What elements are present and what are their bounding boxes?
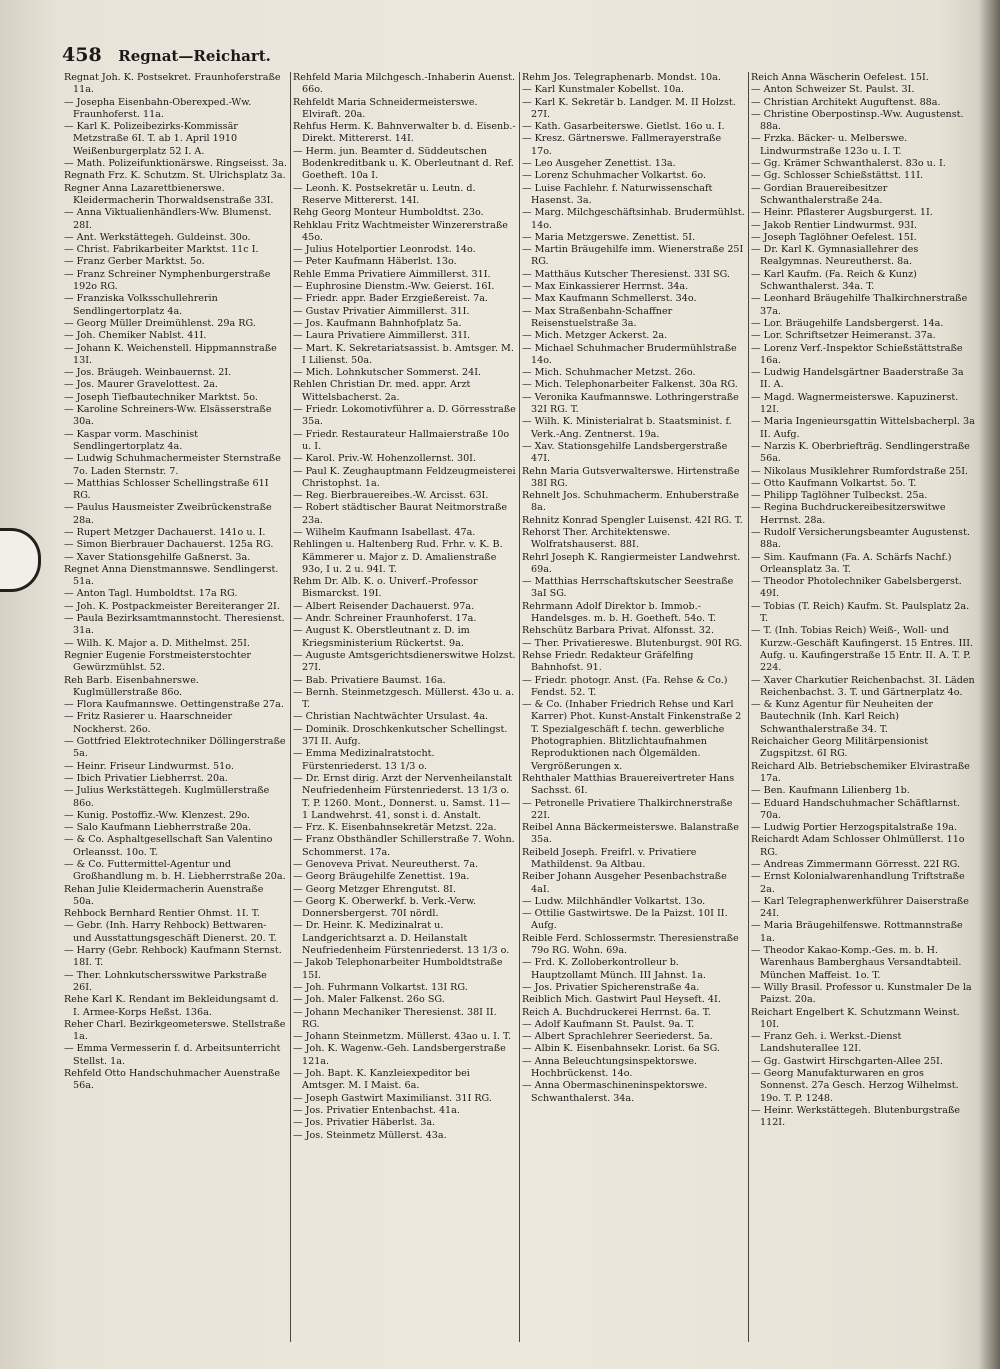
directory-entry: — Christ. Fabrikarbeiter Marktst. 11c I. [64, 244, 259, 256]
directory-entry: — Friedr. appr. Bader Erzgießereist. 7a. [293, 293, 488, 305]
directory-entry: — Karl Telegraphenwerkführer Daiserstraße 24I. [751, 895, 969, 920]
directory-entry: — Max Einkassierer Herrnst. 34a. [522, 281, 689, 293]
directory-entry: — Jakob Rentier Lindwurmst. 93I. [751, 219, 918, 231]
directory-entry: Rehm Dr. Alb. K. o. Univerf.-Professor Bismarckst. 19I. [293, 576, 478, 600]
directory-entry: — Kath. Gasarbeiterswe. Gietlst. 16o u. I. [522, 121, 725, 133]
directory-entry: — Kresz. Gärtnerswe. Fallmerayerstraße 17o. [522, 133, 722, 157]
directory-entry: — Luise Fachlehr. f. Naturwissenschaft Hasenst. 3a. [522, 182, 713, 206]
directory-entry: — Martin Bräugehilfe imm. Wienerstraße 25I RG. [522, 244, 744, 268]
directory-entry: — Dominik. Droschkenkutscher Schellingst. 37I II. Aufg. [293, 723, 508, 748]
directory-entry: — Bab. Privatiere Baumst. 16a. [293, 674, 446, 686]
directory-entry: Regnath Frz. K. Schutzm. St. Ulrichsplatz 3a. [64, 170, 286, 182]
directory-entry: Reich A. Buchdruckerei Herrnst. 6a. T. [522, 1006, 711, 1018]
directory-entry: — Maria Metzgerswe. Zenettist. 5I. [522, 231, 696, 243]
page-number: 458 [62, 44, 102, 66]
directory-entry: — Ther. Lohnkutschersswitwe Parkstraße 26I. [64, 969, 267, 993]
directory-entry: — Johann K. Weichenstell. Hippmannstraße 13I. [64, 342, 277, 366]
directory-entry: — Christine Oberpostinsp.-Ww. Augustenst. 88a. [751, 108, 964, 133]
directory-entry: — Xaver Charkutier Reichenbachst. 3I. Läden Reichenbachst. 3. T. und Gärtnerplatz 4o. [751, 674, 975, 698]
thumb-index-tab [0, 528, 41, 592]
directory-entry: Rehrl Joseph K. Rangiermeister Landwehrst. 69a. [522, 551, 741, 575]
directory-entry: Rehbock Bernhard Rentier Ohmst. 1I. T. [64, 908, 260, 920]
directory-entry: — Georg Bräugehilfe Zenettist. 19a. [293, 871, 470, 883]
directory-entry: Regnet Anna Dienstmannswe. Sendlingerst. 51a. [64, 563, 279, 588]
directory-entry: — Adolf Kaufmann St. Paulst. 9a. T. [522, 1018, 695, 1030]
directory-entry: — Robert städtischer Baurat Neitmorstraße 23a. [293, 502, 508, 526]
directory-entry: Reiber Johann Ausgeher Pesenbachstraße 4aI. [522, 871, 727, 895]
directory-entry: — Johann Mechaniker Theresienst. 38I II. RG. [293, 1006, 497, 1030]
directory-entry: — Simon Bierbrauer Dachauerst. 125a RG. [64, 539, 274, 551]
directory-entry: — Ludwig Portier Herzogspitalstraße 19a. [751, 822, 958, 834]
directory-entry: — Emma Vermesserin f. d. Arbeitsunterricht Stellst. 1a. [64, 1043, 281, 1067]
directory-entry: — Rupert Metzger Dachauerst. 141o u. I. [64, 526, 266, 538]
directory-entry: — & Co. (Inhaber Friedrich Rehse und Karl Karrer) Phot. Kunst-Anstalt Finkenstraße 2 T. Spezialgeschäft f. techn. gewerbliche Photographien. Blitzlichtaufnahmen Reproduktionen nach Ölgemälden. Vergrößerungen x. [522, 699, 742, 772]
column-4 [749, 72, 978, 1342]
directory-entry: — Narzis K. Oberbriefträg. Sendlingerstraße 56a. [751, 440, 970, 465]
directory-entry: — Karl Kunstmaler Kobellst. 10a. [522, 84, 685, 96]
directory-entry: — T. (Inh. Tobias Reich) Weiß-, Woll- und Kurzw.-Geschäft Kaufingerst. 15 Entres. III. Aufg. u. Kaufingerstraße 15 Entr. II. A. T. P. 224. [751, 625, 974, 674]
directory-entry: Rehnelt Jos. Schuhmacherm. Enhuberstraße 8a. [522, 490, 739, 514]
directory-entry: — Nikolaus Musiklehrer Rumfordstraße 25I. [751, 465, 969, 477]
directory-entry: — Albin K. Eisenbahnsekr. Lorist. 6a SG. [522, 1043, 720, 1055]
directory-entry: Rehfus Herm. K. Bahnverwalter b. d. Eisenb.-Direkt. Mittererst. 14I. [293, 121, 516, 145]
directory-entry: Rehm Jos. Telegraphenarb. Mondst. 10a. [522, 72, 721, 83]
directory-entry: Reible Ferd. Schlossermstr. Theresienstraße 79o RG. Wohn. 69a. [522, 932, 739, 957]
directory-entry: — Maria Ingenieursgattin Wittelsbacherpl. 3a II. Aufg. [751, 416, 975, 440]
directory-entry: — Franz Schreiner Nymphenburgerstraße 192o RG. [64, 268, 271, 293]
directory-entry: — Mart. K. Sekretariatsassist. b. Amtsger. M. I Lilienst. 50a. [293, 342, 514, 366]
directory-entry: Rehe Karl K. Rendant im Bekleidungsamt d. I. Armee-Korps Heßst. 136a. [64, 994, 279, 1018]
directory-entry: — Ottilie Gastwirtswe. De la Paizst. 10I II. Aufg. [522, 908, 728, 932]
column-1 [62, 72, 291, 1342]
directory-entry: — Joh. K. Wagenw.-Geh. Landsbergerstraße 121a. [293, 1043, 506, 1067]
directory-entry: Rehg Georg Monteur Humboldtst. 23o. [293, 207, 484, 219]
directory-entry: — Xav. Stationsgehilfe Landsbergerstraße 47I. [522, 440, 728, 465]
directory-entry: — Max Kaufmann Schmellerst. 34o. [522, 293, 697, 305]
directory-entry: — Jos. Privatier Entenbachst. 41a. [293, 1104, 460, 1116]
directory-entry: — Matthias Schlosser Schellingstraße 61I RG. [64, 477, 269, 502]
directory-entry: — Karl Kaufm. (Fa. Reich & Kunz) Schwanthalerst. 34a. T. [751, 268, 917, 293]
directory-entry: Regner Anna Lazarettbienerswe. Kleidermacherin Thorwaldsenstraße 33I. [64, 182, 274, 206]
directory-entry: — Josepha Eisenbahn-Oberexped.-Ww. Fraunhoferst. 11a. [64, 96, 252, 120]
directory-entry: — & Co. Asphaltgesellschaft San Valentino Orleansst. 10o. T. [64, 834, 273, 858]
directory-entry: — Ludwig Schuhmachermeister Sternstraße 7o. Laden Sternstr. 7. [64, 453, 281, 477]
column-3 [520, 72, 749, 1342]
directory-entry: — Joseph Tiefbautechniker Marktst. 5o. [64, 391, 258, 403]
directory-entry: — Maria Bräugehilfenswe. Rottmannstraße 1a. [751, 920, 963, 944]
directory-entry: — Bernh. Steinmetzgesch. Müllerst. 43o u. a. T. [293, 686, 515, 711]
directory-entry: — Anna Viktualienhändlers-Ww. Blumenst. 28I. [64, 207, 272, 231]
directory-entry: — Georg Metzger Ehrengutst. 8I. [293, 883, 457, 895]
directory-entry: — Leonh. K. Postsekretär u. Leutn. d. Reserve Mittererst. 14I. [293, 182, 476, 206]
directory-entry: — Karl K. Polizeibezirks-Kommissär Metzstraße 6I. T. ab 1. April 1910 Weißenburgerplatz 52 I. A. [64, 121, 238, 157]
directory-entry: — Julius Werkstättegeh. Kuglmüllerstraße 86o. [64, 785, 270, 809]
directory-entry: Regnat Joh. K. Postsekret. Fraunhoferstraße 11a. [64, 72, 281, 96]
directory-entry: — Ant. Werkstättegeh. Guldeinst. 30o. [64, 231, 251, 243]
directory-entry: — Lor. Schriftsetzer Heimeranst. 37a. [751, 330, 936, 342]
directory-entry: — Ludw. Milchhändler Volkartst. 13o. [522, 895, 706, 907]
directory-entry: — Jos. Maurer Gravelottest. 2a. [64, 379, 218, 391]
directory-entry: — Frzka. Bäcker- u. Melberswe. Lindwurmstraße 123o u. I. T. [751, 133, 908, 157]
directory-entry: — Eduard Handschuhmacher Schäftlarnst. 70a. [751, 797, 961, 821]
directory-entry: Rehrmann Adolf Direktor b. Immob.-Handelsges. m. b. H. Goetheft. 54o. T. [522, 600, 717, 625]
directory-entry: — Franz Gerber Marktst. 5o. [64, 256, 205, 268]
directory-entry: — Joh. Chemiker Nablst. 41I. [64, 330, 207, 342]
directory-entry: Rehse Friedr. Redakteur Gräfelfing Bahnhofst. 91. [522, 649, 694, 674]
directory-entry: — Euphrosine Dienstm.-Ww. Geierst. 16I. [293, 281, 495, 293]
directory-entry: — Albert Reisender Dachauerst. 97a. [293, 600, 475, 612]
directory-entry: — Harry (Gebr. Rehbock) Kaufmann Sternst. 18I. T. [64, 945, 282, 969]
directory-entry: — Joh. K. Postpackmeister Bereiteranger 2I. [64, 600, 280, 612]
directory-entry: — Veronika Kaufmannswe. Lothringerstraße 32I RG. T. [522, 391, 739, 416]
directory-entry: — Lorenz Verf.-Inspektor Schießstättstraße 16a. [751, 342, 963, 366]
directory-entry: — Heinr. Pflasterer Augsburgerst. 1I. [751, 207, 933, 219]
directory-entry: — Dr. Ernst dirig. Arzt der Nervenheilanstalt Neufriedenheim Fürstenriederst. 13 1/3 o. T. P. 1260. Mont., Donnerst. u. Samst. 11—1 Landwehrst. 41, sonst i. d. Anstalt. [293, 772, 512, 821]
directory-entry: — Joh. Fuhrmann Volkartst. 13I RG. [293, 981, 468, 993]
directory-entry: Reibel Anna Bäckermeisterswe. Balanstraße 35a. [522, 822, 739, 846]
directory-entry: — Georg Müller Dreimühlenst. 29a RG. [64, 317, 256, 329]
directory-entry: — Leo Ausgeher Zenettist. 13a. [522, 158, 676, 170]
directory-entry: — Joseph Taglöhner Oefelest. 15I. [751, 231, 917, 243]
directory-entry: — Gustav Privatier Aimmillerst. 31I. [293, 305, 470, 317]
directory-entry: Rehschütz Barbara Privat. Alfonsst. 32. [522, 625, 715, 637]
directory-entry: — Ludwig Handelsgärtner Baaderstraße 3a II. A. [751, 367, 964, 391]
directory-entry: — August K. Oberstleutnant z. D. im Kriegsministerium Rückertst. 9a. [293, 625, 470, 649]
directory-entry: — Christian Architekt Auguftenst. 88a. [751, 96, 941, 108]
directory-entry: — Petronelle Privatiere Thalkirchnerstraße 22I. [522, 797, 733, 821]
directory-entry: — Gottfried Elektrotechniker Döllingerstraße 5a. [64, 736, 286, 760]
directory-entry: — Paula Bezirksamtmannstocht. Theresienst. 31a. [64, 613, 285, 637]
directory-entry: — Wilh. K. Ministerialrat b. Staatsminist. f. Verk.-Ang. Zentnerst. 19a. [522, 416, 732, 440]
directory-entry: — Tobias (T. Reich) Kaufm. St. Paulsplatz 2a. T. [751, 600, 970, 625]
directory-entry: — Jos. Bräugeh. Weinbauernst. 2I. [64, 367, 232, 379]
directory-entry: — Jos. Kaufmann Bahnhofplatz 5a. [293, 317, 462, 329]
directory-entry: Rehthaler Matthias Brauereivertreter Hans Sachsst. 6I. [522, 772, 735, 797]
directory-entry: Reher Charl. Bezirkgeometerswe. Stellstraße 1a. [64, 1018, 286, 1043]
directory-entry: — Frd. K. Zolloberkontrolleur b. Hauptzollamt Münch. III Jahnst. 1a. [522, 957, 706, 981]
directory-entry: — Andr. Schreiner Fraunhoferst. 17a. [293, 613, 477, 625]
directory-entry: — Karoline Schreiners-Ww. Elsässerstraße 30a. [64, 404, 272, 428]
directory-entry: — Friedr. Restaurateur Hallmaierstraße 10o u. I. [293, 428, 510, 452]
directory-entry: — Jos. Privatier Spicherenstraße 4a. [522, 981, 700, 993]
directory-entry: — Anna Beleuchtungsinspektorswe. Hochbrückenst. 14o. [522, 1055, 698, 1080]
directory-entry: — Theodor Kakao-Komp.-Ges. m. b. H. Warenhaus Bamberghaus Versandtabteil. München Maffeist. 1o. T. [751, 945, 962, 981]
directory-entry: — Flora Kaufmannswe. Oettingenstraße 27a. [64, 699, 284, 711]
directory-entry: — Gg. Krämer Schwanthalerst. 83o u. I. [751, 158, 946, 170]
directory-entry: Reiblich Mich. Gastwirt Paul Heyseft. 4I. [522, 994, 721, 1006]
directory-entry: — Karl K. Sekretär b. Landger. M. II Holzst. 27I. [522, 96, 736, 120]
directory-entry: — Philipp Taglöhner Tulbeckst. 25a. [751, 490, 928, 502]
directory-entry: Reich Anna Wäscherin Oefelest. 15I. [751, 72, 929, 83]
directory-entry: — Laura Privatiere Aimmillerst. 31I. [293, 330, 471, 342]
directory-entry: Rehan Julie Kleidermacherin Auenstraße 50a. [64, 883, 264, 907]
directory-entry: — Dr. Heinr. K. Medizinalrat u. Landgerichtsarzt a. D. Heilanstalt Neufriedenheim Fürstenriederst. 13 1/3 o. [293, 920, 510, 957]
directory-entry: — Michael Schuhmacher Brudermühlstraße 14o. [522, 342, 737, 366]
directory-entry: — Ernst Kolonialwarenhandlung Triftstraße 2a. [751, 871, 965, 895]
directory-entry: — Sim. Kaufmann (Fa. A. Schärfs Nachf.) Orleansplatz 3a. T. [751, 551, 952, 575]
directory-entry: — Lor. Bräugehilfe Landsbergerst. 14a. [751, 317, 944, 329]
directory-entry: — Kaspar vorm. Maschinist Sendlingertorplatz 4a. [64, 428, 199, 452]
directory-entry: — Max Straßenbahn-Schaffner Reisenstuelstraße 3a. [522, 305, 673, 329]
directory-entry: — Herm. jun. Beamter d. Süddeutschen Bodenkreditbank u. K. Oberleutnant d. Ref. Goetheft. 10a I. [293, 145, 514, 182]
directory-entry: — Georg K. Oberwerkf. b. Verk.-Verw. Donnersbergerst. 70I nördl. [293, 895, 477, 920]
directory-entry: — Kunig. Postoffiz.-Ww. Klenzest. 29o. [64, 809, 250, 821]
directory-entry: — Mich. Schuhmacher Metzst. 26o. [522, 367, 696, 379]
column-2 [291, 72, 520, 1342]
directory-entry: — Gg. Schlosser Schießstättst. 11I. [751, 170, 924, 182]
directory-entry: — Matthäus Kutscher Theresienst. 33I SG. [522, 268, 730, 280]
directory-entry: — & Co. Futtermittel-Agentur und Großhandlung m. b. H. Liebherrstraße 20a. [64, 859, 286, 883]
directory-entry: Reh Barb. Eisenbahnerswe. Kuglmüllerstraße 86o. [64, 674, 199, 698]
page-edge-shadow [978, 0, 1000, 1369]
directory-entry: Rehklau Fritz Wachtmeister Winzererstraße 45o. [293, 219, 508, 243]
directory-entry: Reichard Alb. Betriebschemiker Elvirastraße 17a. [751, 760, 970, 784]
directory-entry: — Jakob Telephonarbeiter Humboldtstraße 15I. [293, 957, 503, 981]
directory-entry: — Willy Brasil. Professor u. Kunstmaler De la Paizst. 20a. [751, 981, 972, 1006]
directory-entry: Rehorst Ther. Architektenswe. Wolfratshauserst. 88I. [522, 526, 671, 551]
directory-entry: — Christian Nachtwächter Ursulast. 4a. [293, 711, 489, 723]
directory-entry: — Paul K. Zeughauptmann Feldzeugmeisterei Christophst. 1a. [293, 465, 516, 489]
page-header [62, 44, 942, 70]
directory-entry: — Franz Obsthändler Schillerstraße 7. Wohn. Schommerst. 17a. [293, 834, 515, 858]
directory-entry: — Joh. Bapt. K. Kanzleiexpeditor bei Amtsger. M. I Maist. 6a. [293, 1068, 470, 1092]
directory-entry: — Regina Buchdruckereibesitzerswitwe Herrnst. 28a. [751, 502, 946, 526]
directory-entry: — Ther. Privatiereswe. Blutenburgst. 90I RG. [522, 637, 743, 649]
running-head: Regnat—Reichart. [118, 47, 271, 65]
directory-entry: — Dr. Karl K. Gymnasiallehrer des Realgymnas. Neureutherst. 8a. [751, 244, 919, 268]
directory-entry: — Auguste Amtsgerichtsdienerswitwe Holzst. 27I. [293, 649, 516, 674]
directory-entry: — Gordian Brauereibesitzer Schwanthalerstraße 24a. [751, 182, 888, 206]
directory-entry: Rehlen Christian Dr. med. appr. Arzt Wittelsbacherst. 2a. [293, 379, 471, 403]
directory-entry: — Anna Obermaschineninspektorswe. Schwanthalerst. 34a. [522, 1080, 708, 1104]
directory-entry: — Otto Kaufmann Volkartst. 5o. T. [751, 477, 917, 489]
directory-entry: — Andreas Zimmermann Görresst. 22I RG. [751, 859, 960, 870]
directory-entry: Rehfeld Maria Milchgesch.-Inhaberin Auenst. 66o. [293, 72, 515, 96]
directory-entry: — Rudolf Versicherungsbeamter Augustenst. 88a. [751, 526, 970, 551]
directory-entry: Rehfeldt Maria Schneidermeisterswe. Elviraft. 20a. [293, 96, 478, 120]
directory-entry: — Wilhelm Kaufmann Isabellast. 47a. [293, 526, 476, 538]
directory-entry: — Joh. Maler Falkenst. 26o SG. [293, 994, 445, 1006]
directory-entry: — Ibich Privatier Liebherrst. 20a. [64, 772, 228, 784]
directory-entry: — Heinr. Friseur Lindwurmst. 51o. [64, 760, 234, 772]
directory-entry: — Emma Medizinalratstocht. Fürstenriederst. 13 1/3 o. [293, 748, 435, 772]
directory-entry: — Heinr. Werkstättegeh. Blutenburgstraße 112I. [751, 1104, 960, 1129]
directory-entry: — Franziska Volksschullehrerin Sendlingertorplatz 4a. [64, 293, 218, 317]
directory-entry: — Jos. Privatier Häberlst. 3a. [293, 1117, 436, 1129]
directory-entry: — Ben. Kaufmann Lilienberg 1b. [751, 785, 910, 797]
directory-entry: — Georg Manufakturwaren en gros Sonnenst. 27a Gesch. Herzog Wilhelmst. 19o. T. P. 1248. [751, 1068, 959, 1104]
directory-entry: Reibeld Joseph. Freifrl. v. Privatiere Mathildenst. 9a Altbau. [522, 846, 697, 870]
directory-columns [62, 72, 980, 1342]
directory-entry: — Friedr. photogr. Anst. (Fa. Rehse & Co.) Fendst. 52. T. [522, 674, 728, 698]
directory-entry: Regnier Eugenie Forstmeisterstochter Gewürzmühlst. 52. [64, 649, 251, 674]
directory-entry: — Gebr. (Inh. Harry Rehbock) Bettwaren- und Ausstattungsgeschäft Dienerst. 20. T. [64, 920, 277, 944]
directory-entry: — Fritz Rasierer u. Haarschneider Nockherst. 26o. [64, 711, 233, 735]
directory-entry: — Leonhard Bräugehilfe Thalkirchnerstraße 37a. [751, 293, 968, 317]
directory-entry: — Jos. Steinmetz Müllerst. 43a. [293, 1129, 447, 1141]
directory-entry: — Theodor Photolechniker Gabelsbergerst. 49I. [751, 576, 962, 600]
directory-entry: — Joseph Gastwirt Maximilianst. 31I RG. [293, 1092, 492, 1104]
directory-entry: — Paulus Hausmeister Zweibrückenstraße 28a. [64, 502, 272, 526]
directory-entry: — Julius Hotelportier Leonrodst. 14o. [293, 244, 476, 256]
directory-entry: Rehfeld Otto Handschuhmacher Auenstraße 56a. [64, 1068, 281, 1092]
directory-entry: Reichardt Adam Schlosser Ohlmüllerst. 11o RG. [751, 834, 965, 858]
directory-entry: — Genoveva Privat. Neureutherst. 7a. [293, 859, 479, 870]
directory-entry: — Xaver Stationsgehilfe Gaßnerst. 3a. [64, 551, 251, 563]
directory-entry: — Salo Kaufmann Liebherrstraße 20a. [64, 822, 252, 834]
directory-entry: — Albert Sprachlehrer Seeriederst. 5a. [522, 1031, 713, 1043]
directory-entry: — Peter Kaufmann Häberlst. 13o. [293, 256, 457, 268]
directory-entry: Reichaicher Georg Militärpensionist Zugspitzst. 6I RG. [751, 736, 929, 760]
directory-entry: — Mich. Telephonarbeiter Falkenst. 30a RG. [522, 379, 738, 391]
directory-entry: Rehle Emma Privatiere Aimmillerst. 31I. [293, 268, 491, 280]
directory-entry: — Friedr. Lokomotivführer a. D. Görresstraße 35a. [293, 404, 516, 428]
directory-entry: — Anton Tagl. Humboldtst. 17a RG. [64, 588, 238, 600]
directory-entry: — Frz. K. Eisenbahnsekretär Metzst. 22a. [293, 822, 497, 834]
directory-entry: — Gg. Gastwirt Hirschgarten-Allee 25I. [751, 1055, 943, 1067]
directory-entry: — Marg. Milchgeschäftsinhab. Brudermühlst. 14o. [522, 207, 745, 231]
directory-entry: Rehn Maria Gutsverwalterswe. Hirtenstraße 38I RG. [522, 465, 740, 489]
directory-entry: — & Kunz Agentur für Neuheiten der Bautechnik (Inh. Karl Reich) Schwanthalerstraße 34. T. [751, 699, 933, 735]
directory-entry: — Franz Geh. i. Werkst.-Dienst Landshuterallee 12I. [751, 1031, 902, 1055]
directory-entry: — Magd. Wagnermeisterswe. Kapuzinerst. 12I. [751, 391, 959, 416]
directory-entry: — Lorenz Schuhmacher Volkartst. 6o. [522, 170, 707, 182]
directory-entry: — Reg. Bierbrauereibes.-W. Arcisst. 63I. [293, 490, 489, 502]
directory-entry: — Math. Polizeifunktionärswe. Ringseisst. 3a. [64, 158, 287, 170]
directory-entry: Rehlingen u. Haltenberg Rud. Frhr. v. K. B. Kämmerer u. Major z. D. Amalienstraße 93o, I u. 2 u. 94I. T. [293, 539, 503, 575]
directory-entry: — Mich. Lohnkutscher Sommerst. 24I. [293, 367, 482, 379]
directory-entry: — Johann Steinmetzm. Müllerst. 43ao u. I. T. [293, 1031, 512, 1043]
directory-entry: — Anton Schweizer St. Paulst. 3I. [751, 84, 915, 96]
directory-entry: — Matthias Herrschaftskutscher Seestraße 3aI SG. [522, 576, 734, 600]
directory-entry: — Mich. Metzger Ackerst. 2a. [522, 330, 668, 342]
directory-entry: Reichart Engelbert K. Schutzmann Weinst. 10I. [751, 1006, 960, 1030]
directory-entry: — Wilh. K. Major a. D. Mithelmst. 25I. [64, 637, 250, 649]
directory-entry: Rehnitz Konrad Spengler Luisenst. 42I RG. T. [522, 514, 743, 526]
directory-entry: — Karol. Priv.-W. Hohenzollernst. 30I. [293, 453, 477, 465]
